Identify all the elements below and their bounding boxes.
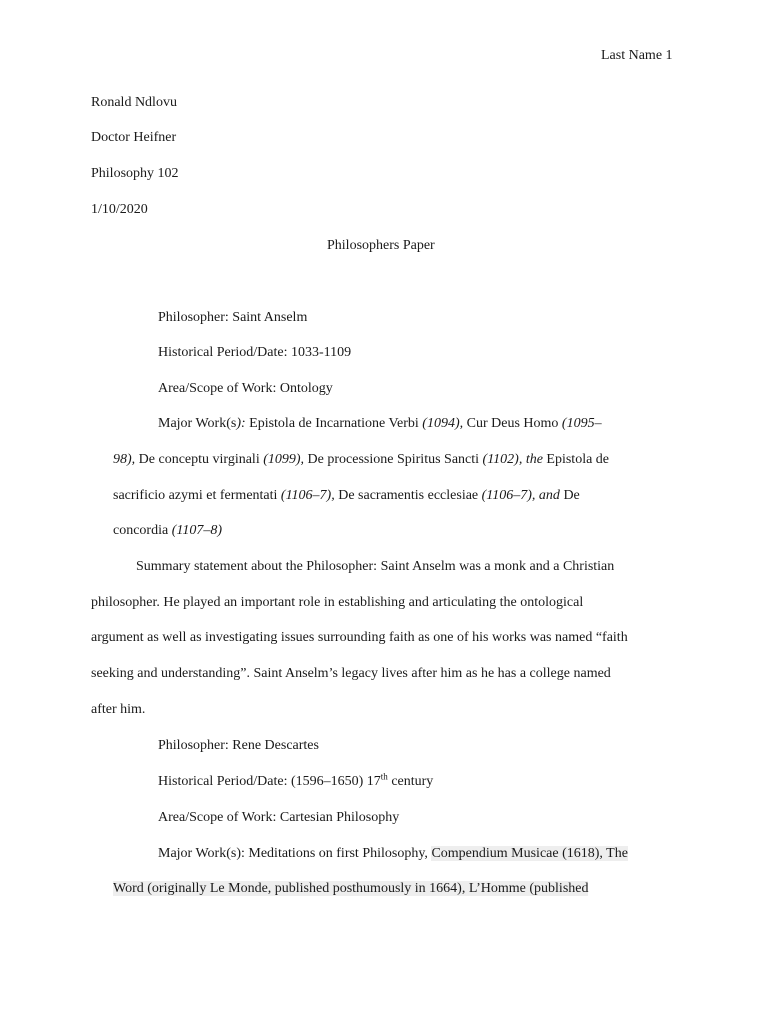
course-name: Philosophy 102 xyxy=(91,166,179,181)
works-date: (1107–8) xyxy=(171,523,222,538)
works-text: De processione Spiritus Sancti xyxy=(304,452,483,467)
anselm-summary-line: seeking and understanding”. Saint Anselm’s legacy lives after him as he has a college named xyxy=(91,666,611,681)
anselm-area: Area/Scope of Work: Ontology xyxy=(158,381,333,396)
ordinal-suffix: th xyxy=(380,771,388,782)
anselm-works-line-1 xyxy=(158,415,602,433)
works-text: ): xyxy=(236,416,246,431)
descartes-works-line-2 xyxy=(113,880,588,898)
works-date: (1094), xyxy=(422,416,464,431)
anselm-summary-line: philosopher. He played an important role in establishing and articulating the ontological xyxy=(91,595,584,610)
works-text: Major Work(s): xyxy=(158,846,249,861)
works-date: (1106–7), and xyxy=(481,488,560,503)
works-date: (1106–7), xyxy=(280,488,335,503)
period-century: century xyxy=(387,774,434,789)
works-highlighted-text: Word (originally Le Monde, published posthumously in 1664), xyxy=(113,881,469,896)
descartes-philosopher: Philosopher: Rene Descartes xyxy=(158,738,319,753)
anselm-summary-line: after him. xyxy=(91,702,146,717)
anselm-works-line-3 xyxy=(113,487,580,505)
anselm-period: Historical Period/Date: 1033-1109 xyxy=(158,345,352,360)
works-date: (1099), xyxy=(263,452,305,467)
works-highlighted-text: L’Homme (published xyxy=(468,881,589,896)
anselm-works-line-2 xyxy=(113,451,609,469)
anselm-works-line-4 xyxy=(113,522,222,540)
paper-title: Philosophers Paper xyxy=(327,238,435,253)
works-text: De conceptu virginali xyxy=(135,452,264,467)
author-name: Ronald Ndlovu xyxy=(91,95,177,110)
descartes-period xyxy=(158,773,433,791)
works-text: De sacramentis ecclesiae xyxy=(334,488,482,503)
period-dates: (1596–1650) 17 xyxy=(290,774,381,789)
works-text: Epistola de xyxy=(542,452,610,467)
instructor-name: Doctor Heifner xyxy=(91,130,177,145)
works-date: (1095– xyxy=(561,416,602,431)
descartes-area: Area/Scope of Work: Cartesian Philosophy xyxy=(158,810,400,825)
works-highlighted-text: Compendium Musicae (1618), The xyxy=(431,846,628,861)
descartes-works-line-1 xyxy=(158,845,628,863)
paper-date: 1/10/2020 xyxy=(91,202,148,217)
works-text: Major Work(s xyxy=(158,416,237,431)
works-date: (1102), the xyxy=(482,452,543,467)
anselm-summary-line: Summary statement about the Philosopher: Saint Anselm was a monk and a Christian xyxy=(136,559,615,574)
anselm-philosopher: Philosopher: Saint Anselm xyxy=(158,310,308,325)
works-text: Cur Deus Homo xyxy=(463,416,562,431)
period-label: Historical Period/Date: xyxy=(158,774,291,789)
works-text: Epistola de Incarnatione Verbi xyxy=(245,416,423,431)
works-text: De xyxy=(559,488,580,503)
works-text: sacrificio azymi et fermentati xyxy=(113,488,281,503)
works-text: Meditations on first Philosophy, xyxy=(248,846,432,861)
anselm-summary-line: argument as well as investigating issues surrounding faith as one of his works was named “faith xyxy=(91,630,628,645)
running-head: Last Name 1 xyxy=(601,48,673,63)
works-date: 98), xyxy=(113,452,136,467)
works-text: concordia xyxy=(113,523,172,538)
